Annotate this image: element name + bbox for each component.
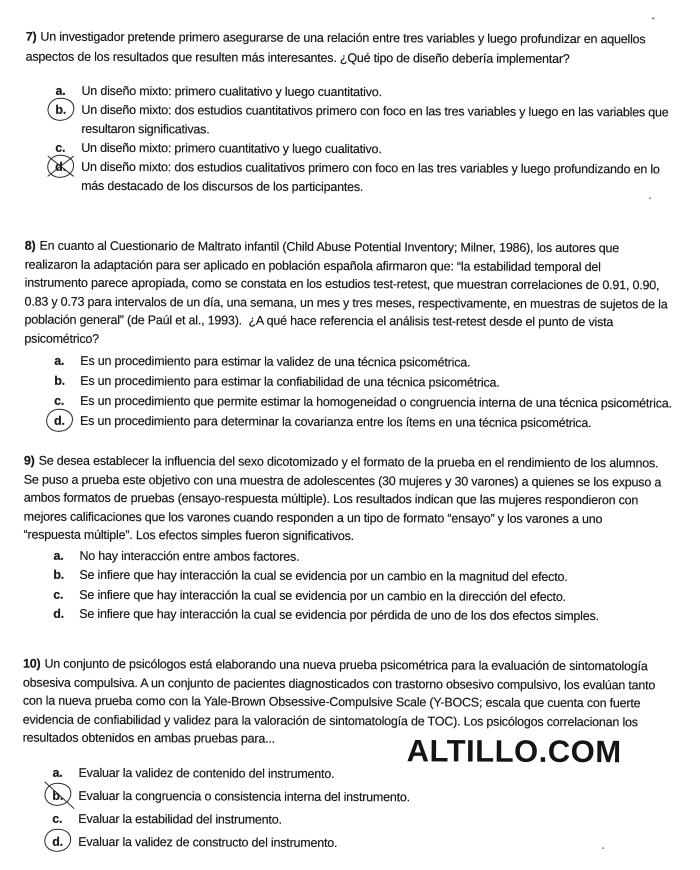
option-letter-text: c.	[54, 393, 65, 408]
question-9-block	[23, 452, 688, 626]
option-letter	[55, 82, 81, 101]
option-row-a	[23, 546, 687, 567]
option-text: Es un procedimiento para estimar la validez de una técnica psicométrica.	[80, 353, 471, 370]
option-text: Es un procedimiento para estimar la confiabilidad de una técnica psicométrica.	[80, 373, 500, 390]
option-text: Evaluar la validez de constructo del instrumento.	[78, 834, 338, 850]
scan-speck	[649, 197, 651, 199]
option-text: Se infiere que hay interacción la cual se evidencia por un cambio en la dirección del efecto.	[79, 587, 566, 604]
option-letter	[55, 139, 81, 158]
option-letter	[54, 392, 80, 411]
option-letter	[53, 585, 79, 604]
option-letter-text: d.	[53, 606, 64, 621]
option-letter	[52, 786, 78, 805]
question-number: 8)	[24, 238, 36, 253]
question-9-options	[23, 546, 687, 626]
option-row-b	[22, 786, 686, 808]
option-row-b	[24, 372, 688, 393]
option-text: Un diseño mixto: primero cualitativo y luego cuantitativo.	[81, 83, 382, 100]
question-number: 10)	[22, 656, 41, 671]
option-letter-text: b.	[53, 567, 65, 582]
option-row-c	[23, 585, 687, 606]
option-row-b	[23, 566, 687, 587]
option-letter-text: c.	[55, 140, 66, 155]
option-letter	[54, 372, 80, 391]
option-letter	[53, 546, 79, 565]
question-8-options	[24, 352, 688, 433]
option-text: Evaluar la estabilidad del instrumento.	[78, 811, 282, 827]
option-letter-text: a.	[52, 765, 63, 780]
option-text: Un diseño mixto: dos estudios cualitativos primero con foco en las tres variables y luego profundizando en lo más destacado de los discursos de los participantes.	[81, 159, 660, 195]
option-text: Evaluar la congruencia o consistencia interna del instrumento.	[78, 788, 410, 804]
option-letter	[53, 605, 79, 624]
option-row-d	[24, 412, 688, 433]
option-row-d	[23, 605, 687, 626]
option-letter-text: a.	[55, 83, 66, 98]
option-row-d	[22, 832, 686, 854]
option-letter-text: d.	[52, 834, 63, 849]
option-text: Un diseño mixto: primero cuantitativo y luego cualitativo.	[81, 140, 382, 157]
question-number: 7)	[25, 29, 37, 44]
option-text: No hay interacción entre ambos factores.	[79, 548, 300, 564]
question-text: Se desea establecer la influencia del sexo dicotomizado y el formato de la prueba en el rendimiento de los alumnos. Se puso a prueba este objetivo con una muestra de adolescentes (30 mujeres y 30 varones) a quienes se los expuso a ambos formatos de pruebas (ensayo-respuesta múltiple). Los resultados indican que las mujeres respondieron con mejores calificaciones que los varones cuando responden a un tipo de formato “ensayo” y los varones a uno “respuesta múltiple”. Los efectos simples fueron significativos.	[23, 453, 662, 544]
option-letter-text: b.	[55, 102, 67, 117]
option-text: Es un procedimiento que permite estimar la homogeneidad o congruencia interna de una técnica psicométrica.	[80, 393, 672, 411]
option-row-d	[25, 158, 689, 199]
option-letter-text: b.	[52, 788, 64, 803]
option-letter	[54, 352, 80, 371]
option-letter	[52, 763, 78, 782]
option-text: Un diseño mixto: dos estudios cuantitativos primero con foco en las tres variables y luego en las variables que resultaron significativas.	[81, 102, 669, 137]
question-text: Un investigador pretende primero asegurarse de una relación entre tres variables y luego profundizar en aquellos aspectos de los resultados que resulten más interesantes. ¿Qué tipo de diseño debería implementar?	[25, 29, 646, 66]
question-7-block	[25, 27, 690, 199]
option-text: Es un procedimiento para determinar la covarianza entre los ítems en una técnica psicométrica.	[80, 413, 592, 431]
option-row-b	[25, 101, 689, 142]
option-letter-text: d.	[54, 413, 65, 428]
question-7-intro	[26, 27, 690, 70]
question-8-intro	[24, 237, 688, 351]
option-row-c	[24, 392, 688, 413]
option-letter-text: c.	[52, 811, 63, 826]
question-7-options	[25, 82, 689, 199]
question-text: En cuanto al Cuestionario de Maltrato infantil (Child Abuse Potential Inventory; Milner, 1986), los autores que realizaron la adaptación para ser aplicado en población española afirmaron que: “la estabilidad temporal del instrumento parece apropiada, como se constata en los estudios test-retest, que muestran correlaciones de 0.91, 0.90, 0.83 y 0.73 para intervalos de un día, una semana, un mes y tres meses, respectivamente, en muestras de sujetos de la población general” (de Paúl et al., 1993). ¿A qué hace referencia el análisis test-retest desde el punto de vista psicométrico?	[24, 238, 668, 346]
altillo-watermark: ALTILLO.COM	[406, 733, 622, 770]
option-letter-text: a.	[54, 353, 65, 368]
question-10-options	[22, 763, 686, 854]
option-letter	[52, 809, 78, 828]
question-text: Un conjunto de psicólogos está elaborando una nueva prueba psicométrica para la evaluación de sintomatología obsesiva compulsiva. A un conjunto de pacientes diagnosticados con trastorno obsesivo compulsivo, los evalúan tanto con la nueva prueba como con la Yale-Brown Obsessive-Compulsive Scale (Y-BOCS; escala que cuenta con fuerte evidencia de confiabilidad y validez para la valoración de sintomatología de TOC). Los psicólogos correlacionan los resultados obtenidos en ambas pruebas para...	[22, 656, 656, 746]
option-letter	[53, 566, 79, 585]
question-9-intro	[24, 452, 688, 547]
scan-speck	[652, 17, 655, 19]
option-text: Evaluar la validez de contenido del instrumento.	[78, 765, 335, 781]
option-text: Se infiere que hay interacción la cual se evidencia por un cambio en la magnitud del efecto.	[79, 567, 568, 584]
option-row-c	[22, 809, 686, 831]
scan-speck	[602, 847, 604, 849]
option-letter	[55, 101, 81, 120]
option-letter	[55, 158, 81, 177]
option-letter-text: c.	[53, 587, 64, 602]
question-8-block	[24, 237, 689, 433]
option-letter-text: a.	[53, 548, 64, 563]
option-letter-text: d.	[55, 159, 66, 174]
question-number: 9)	[23, 453, 35, 468]
option-letter	[52, 832, 78, 851]
option-row-a	[24, 352, 688, 373]
option-text: Se infiere que hay interacción la cual se evidencia por pérdida de uno de los dos efectos simples.	[79, 606, 599, 624]
option-letter	[54, 412, 80, 431]
option-letter-text: b.	[54, 373, 65, 388]
